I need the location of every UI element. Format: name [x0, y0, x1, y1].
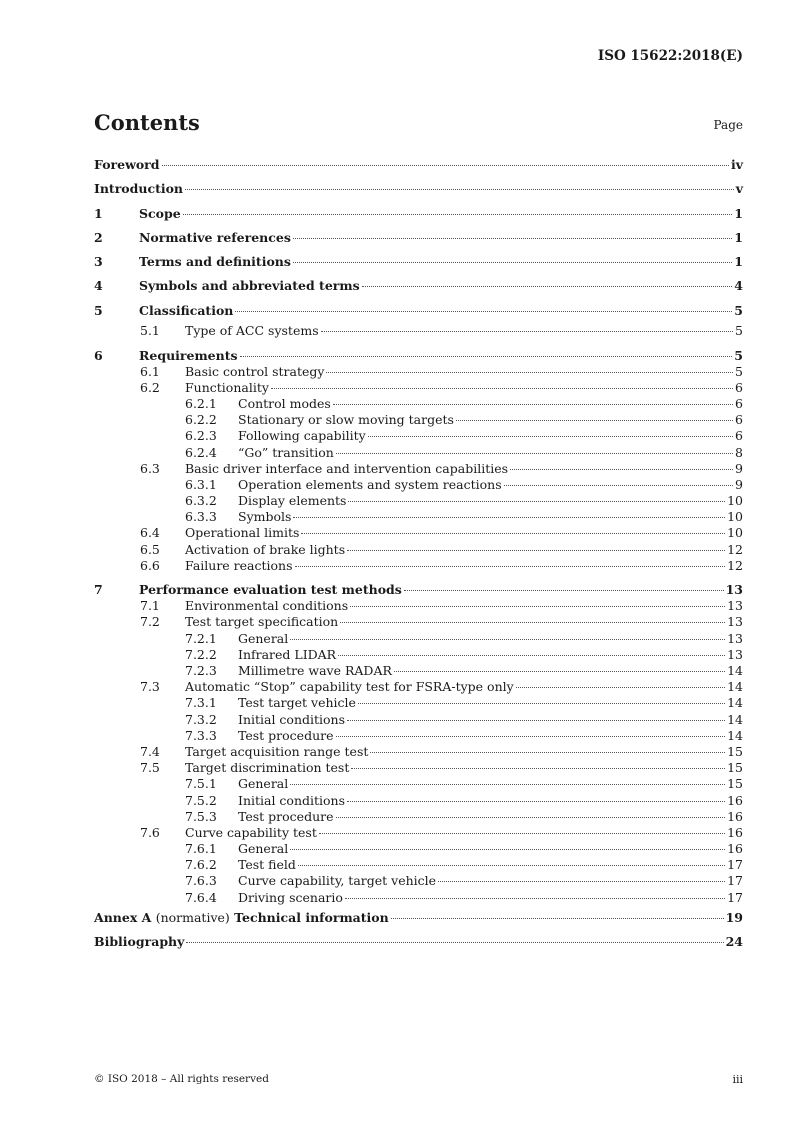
dot-leader [240, 356, 733, 357]
toc-entry-label: Curve capability, target vehicle [238, 873, 437, 889]
page-title: Contents [94, 110, 200, 135]
dot-leader [394, 671, 725, 672]
toc-entry-label: Basic control strategy [185, 363, 325, 379]
toc-entry-number: 6.6 [140, 557, 160, 573]
toc-entry-number: 7.6.2 [185, 857, 217, 873]
dot-leader [358, 703, 725, 704]
toc-entry-number: 7.2.2 [185, 646, 217, 662]
toc-entry-number: 4 [94, 278, 103, 294]
toc-entry[interactable] [94, 760, 743, 776]
annex-type: (normative) [155, 909, 230, 925]
toc-entry[interactable] [94, 614, 743, 630]
dot-leader [336, 453, 733, 454]
toc-entry-label: Operational limits [185, 525, 300, 541]
toc-entry-page: 1 [734, 229, 743, 245]
toc-entry-page: 13 [727, 646, 743, 662]
toc-entry[interactable] [94, 177, 743, 201]
toc-entry-label: Test target specification [185, 614, 339, 630]
toc-entry-label: Test target vehicle [238, 695, 356, 711]
toc-entry[interactable] [94, 744, 743, 760]
dot-leader [340, 622, 725, 623]
toc-entry-page: 5 [734, 302, 743, 318]
toc-entry-label: Test procedure [238, 808, 334, 824]
toc-entry-label: Infrared LIDAR [238, 646, 337, 662]
toc-entry-number: 7.2 [140, 614, 160, 630]
toc-entry-label: “Go” transition [238, 444, 334, 460]
dot-leader [185, 189, 734, 190]
toc-entry-page: 14 [727, 695, 743, 711]
toc-entry[interactable] [94, 695, 743, 711]
toc-entry-label: Following capability [238, 428, 366, 444]
toc-entry-number: 6.1 [140, 363, 160, 379]
toc-entry-label: Initial conditions [238, 792, 346, 808]
dot-leader [438, 881, 725, 882]
toc-entry-page: 6 [735, 412, 743, 428]
toc-entry-label: Basic driver interface and intervention capabilities [185, 460, 509, 476]
toc-entry-number: 6.2.2 [185, 412, 217, 428]
dot-leader [336, 817, 726, 818]
toc-entry[interactable] [94, 679, 743, 695]
toc-entry-page: 12 [727, 541, 743, 557]
toc-entry-page: 12 [727, 557, 743, 573]
toc-entry-number: 7.3.3 [185, 727, 217, 743]
toc-entry-page: 13 [727, 598, 743, 614]
toc-entry-label: Operation elements and system reactions [238, 476, 502, 492]
toc-entry[interactable] [94, 809, 743, 825]
toc-entry-number: 6.2.3 [185, 428, 217, 444]
toc-entry-number: 7.2.1 [185, 630, 217, 646]
toc-entry-label: Type of ACC systems [185, 323, 319, 339]
toc-entry-number: 6.3.2 [185, 493, 217, 509]
copyright-notice: © ISO 2018 – All rights reserved [94, 1073, 269, 1085]
toc-entry-label: Terms and definitions [139, 254, 291, 270]
toc-entry-page: 14 [727, 663, 743, 679]
dot-leader [290, 784, 725, 785]
toc-entry[interactable] [94, 396, 743, 412]
toc-entry-label: Symbols [238, 509, 292, 525]
dot-leader [510, 469, 733, 470]
toc-entry-label: Display elements [238, 493, 347, 509]
dot-leader [345, 898, 725, 899]
toc-entry-number: 5.1 [140, 323, 160, 339]
toc-entry[interactable] [94, 582, 743, 598]
toc-entry[interactable] [94, 825, 743, 841]
dot-leader [347, 720, 725, 721]
dot-leader [295, 566, 726, 567]
annex-prefix: Annex A [94, 909, 152, 925]
toc-entry[interactable] [94, 930, 743, 954]
page-column-header: Page [713, 118, 743, 132]
toc-entry-page: 9 [735, 460, 743, 476]
dot-leader [456, 420, 733, 421]
dot-leader [348, 501, 725, 502]
toc-entry-number: 7.5 [140, 760, 160, 776]
dot-leader [293, 238, 732, 239]
toc-entry-label: Introduction [94, 181, 184, 197]
toc-entry[interactable] [94, 873, 743, 889]
dot-leader [290, 849, 725, 850]
toc-entry-page: 17 [727, 889, 743, 905]
toc-entry-number: 7.6.3 [185, 873, 217, 889]
annex-title: Technical information [234, 909, 389, 925]
dot-leader [271, 388, 733, 389]
dot-leader [404, 590, 724, 591]
toc-entry-annex-a[interactable] [94, 906, 743, 930]
toc-entry-number: 2 [94, 229, 103, 245]
toc-entry-number: 7.5.2 [185, 792, 217, 808]
toc-entry-label: Activation of brake lights [185, 541, 346, 557]
toc-entry-label: Classification [139, 302, 234, 318]
dot-leader [347, 801, 725, 802]
toc-entry-page: 13 [725, 582, 743, 598]
dot-leader [347, 550, 725, 551]
dot-leader [333, 404, 733, 405]
toc-entry-number: 3 [94, 254, 103, 270]
toc-entry[interactable] [94, 890, 743, 906]
toc-entry-number: 7.3.2 [185, 711, 217, 727]
toc-entry-label: Initial conditions [238, 711, 346, 727]
toc-entry-label: Millimetre wave RADAR [238, 663, 392, 679]
toc-entry-page: 14 [727, 727, 743, 743]
toc-entry-page: 19 [725, 909, 743, 925]
toc-entry-number: 6.3 [140, 460, 160, 476]
toc-entry[interactable] [94, 509, 743, 525]
dot-leader [368, 436, 733, 437]
toc-entry-page: 17 [727, 873, 743, 889]
document-id: ISO 15622:2018(E) [597, 48, 743, 64]
toc-entry[interactable] [94, 477, 743, 493]
dot-leader [321, 331, 733, 332]
toc-entry-label: Failure reactions [185, 557, 293, 573]
toc-entry[interactable] [94, 493, 743, 509]
toc-entry[interactable] [94, 153, 743, 177]
toc-entry-page: 13 [727, 630, 743, 646]
toc-entry-page: 4 [734, 278, 743, 294]
toc-entry-page: 10 [727, 509, 743, 525]
toc-entry-label: Performance evaluation test methods [139, 582, 402, 598]
toc-entry[interactable] [94, 525, 743, 541]
toc-entry-label: Stationary or slow moving targets [238, 412, 454, 428]
toc-entry-label: Foreword [94, 157, 160, 172]
toc-entry-number: 7.1 [140, 598, 160, 614]
toc-entry-page: 10 [727, 525, 743, 541]
toc-entry-number: 7.2.3 [185, 663, 217, 679]
toc-entry-label: Requirements [139, 347, 238, 363]
toc-entry-page: 16 [727, 808, 743, 824]
toc-entry[interactable] [94, 226, 743, 250]
toc-entry-page: iv [730, 157, 743, 172]
toc-entry-number: 5 [94, 302, 103, 318]
table-of-contents [94, 153, 743, 954]
toc-entry-label: Symbols and abbreviated terms [139, 278, 360, 294]
toc-entry-label: Environmental conditions [185, 598, 349, 614]
toc-entry-page: 16 [727, 792, 743, 808]
toc-entry-number: 7.6.1 [185, 841, 217, 857]
toc-entry-number: 6.5 [140, 541, 160, 557]
toc-entry-number: 6 [94, 347, 103, 363]
toc-entry-page: 6 [735, 428, 743, 444]
toc-entry-page: 15 [727, 776, 743, 792]
toc-entry[interactable] [94, 428, 743, 444]
dot-leader [162, 165, 729, 166]
toc-entry[interactable] [94, 728, 743, 744]
toc-entry-number: 6.2.4 [185, 444, 217, 460]
toc-entry-label: Normative references [139, 229, 291, 245]
toc-entry[interactable] [94, 461, 743, 477]
dot-leader [293, 262, 732, 263]
toc-entry-number: 6.4 [140, 525, 160, 541]
toc-entry[interactable] [94, 202, 743, 226]
toc-entry-number: 7.6.4 [185, 889, 217, 905]
toc-entry[interactable] [94, 274, 743, 298]
toc-entry[interactable] [94, 250, 743, 274]
toc-entry[interactable] [94, 364, 743, 380]
toc-entry-page: 14 [727, 679, 743, 695]
dot-leader [183, 214, 733, 215]
toc-entry-number: 6.3.3 [185, 509, 217, 525]
dot-leader [235, 311, 732, 312]
toc-entry-page: 24 [725, 934, 743, 950]
toc-entry[interactable] [94, 323, 743, 339]
toc-entry-page: 5 [734, 347, 743, 363]
dot-leader [391, 918, 724, 919]
toc-entry[interactable] [94, 631, 743, 647]
toc-entry[interactable] [94, 663, 743, 679]
dot-leader [504, 485, 733, 486]
toc-entry-number: 1 [94, 205, 103, 221]
toc-entry-label: Driving scenario [238, 889, 343, 905]
page-number: iii [732, 1073, 743, 1086]
toc-entry[interactable] [94, 598, 743, 614]
toc-entry-number: 7.5.3 [185, 808, 217, 824]
dot-leader [298, 865, 725, 866]
toc-entry[interactable] [94, 793, 743, 809]
toc-entry-number: 7.3.1 [185, 695, 217, 711]
toc-entry-number: 7.6 [140, 824, 160, 840]
toc-entry-page: 14 [727, 711, 743, 727]
toc-entry-page: 5 [735, 323, 743, 339]
toc-entry-page: 15 [727, 743, 743, 759]
toc-entry-label [94, 906, 389, 930]
toc-entry-page: 9 [735, 476, 743, 492]
dot-leader [326, 372, 733, 373]
toc-entry[interactable] [94, 776, 743, 792]
toc-entry[interactable] [94, 445, 743, 461]
toc-entry-label: Control modes [238, 395, 331, 411]
toc-entry-page: 13 [727, 614, 743, 630]
toc-entry[interactable] [94, 380, 743, 396]
toc-entry-number: 7.5.1 [185, 776, 217, 792]
toc-entry-page: 1 [734, 254, 743, 270]
toc-entry-label: Scope [139, 205, 181, 221]
toc-entry-page: 5 [735, 363, 743, 379]
toc-entry[interactable] [94, 299, 743, 323]
toc-entry-label: Test procedure [238, 727, 334, 743]
dot-leader [350, 606, 725, 607]
dot-leader [516, 687, 725, 688]
toc-entry-number: 7.3 [140, 679, 160, 695]
dot-leader [351, 768, 725, 769]
toc-entry[interactable] [94, 412, 743, 428]
dot-leader [301, 533, 725, 534]
toc-entry-page: 15 [727, 760, 743, 776]
toc-entry[interactable] [94, 857, 743, 873]
toc-entry-page: 10 [727, 493, 743, 509]
toc-entry-label: Curve capability test [185, 824, 317, 840]
toc-entry-label: Target acquisition range test [185, 743, 369, 759]
toc-entry-label: Bibliography [94, 934, 185, 950]
toc-entry-label: Test field [238, 857, 296, 873]
toc-entry-number: 6.3.1 [185, 476, 217, 492]
toc-entry[interactable] [94, 348, 743, 364]
dot-leader [290, 639, 725, 640]
toc-entry-label: General [238, 841, 289, 857]
toc-entry-page: 1 [734, 205, 743, 221]
toc-entry-number: 6.2.1 [185, 395, 217, 411]
toc-entry-label: General [238, 630, 289, 646]
toc-entry-page: 17 [727, 857, 743, 873]
toc-entry[interactable] [94, 841, 743, 857]
dot-leader [186, 942, 723, 943]
dot-leader [293, 517, 725, 518]
toc-entry-page: 6 [735, 395, 743, 411]
toc-entry-page: 16 [727, 824, 743, 840]
toc-entry[interactable] [94, 647, 743, 663]
toc-entry-page: 16 [727, 841, 743, 857]
toc-entry-label: Target discrimination test [185, 760, 350, 776]
toc-entry-page: 8 [735, 444, 743, 460]
toc-entry-label: General [238, 776, 289, 792]
toc-entry-number: 7.4 [140, 743, 160, 759]
toc-entry[interactable] [94, 542, 743, 558]
toc-entry-label: Automatic “Stop” capability test for FSRA-type only [185, 679, 514, 695]
dot-leader [336, 736, 726, 737]
dot-leader [338, 655, 725, 656]
toc-entry-number: 7 [94, 582, 103, 598]
dot-leader [319, 833, 725, 834]
toc-entry-number: 6.2 [140, 379, 160, 395]
toc-entry-page: 6 [735, 379, 743, 395]
toc-entry-label: Functionality [185, 379, 269, 395]
toc-entry-page: v [735, 181, 743, 197]
dot-leader [362, 286, 733, 287]
toc-entry[interactable] [94, 712, 743, 728]
toc-entry[interactable] [94, 558, 743, 574]
dot-leader [370, 752, 725, 753]
